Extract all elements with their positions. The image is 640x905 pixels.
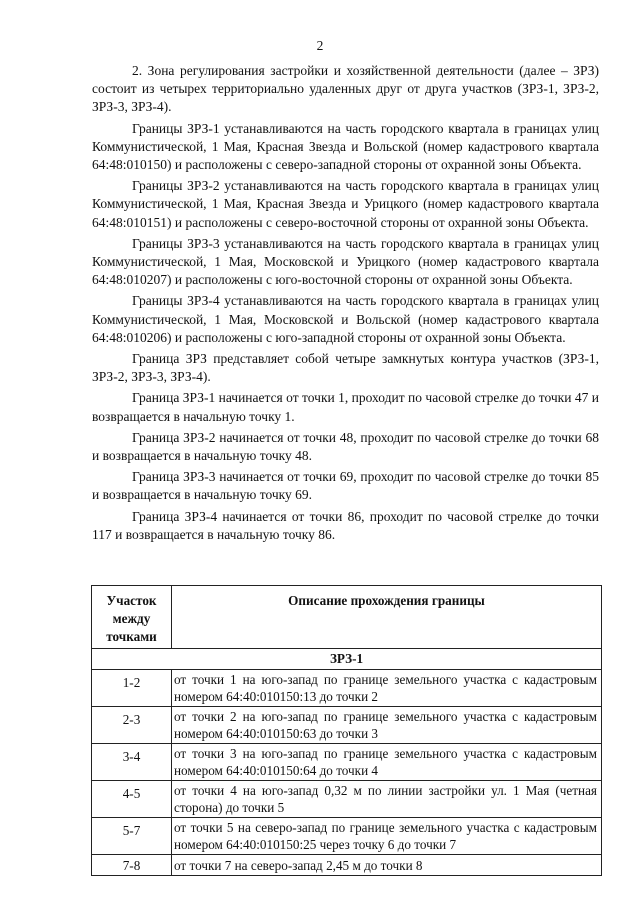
paragraph-zrz-intro: 2. Зона регулирования застройки и хозяйственной деятельности (далее – ЗРЗ) состоит из четырех территориально удаленных друг от друга участков (ЗРЗ-1, ЗРЗ-2, ЗРЗ-3, ЗРЗ-4).: [92, 63, 599, 115]
table-section-row: [92, 649, 602, 670]
segment-cell: 2-3: [92, 706, 172, 743]
segment-cell: 5-7: [92, 817, 172, 854]
page-number: 2: [316, 38, 324, 53]
table-row: [92, 743, 602, 780]
segment-cell: 4-5: [92, 780, 172, 817]
section-title: ЗРЗ-1: [92, 649, 602, 670]
paragraph-zrz4-route: Граница ЗРЗ-4 начинается от точки 86, проходит по часовой стрелке до точки 117 и возвращается в начальную точку 86.: [92, 508, 599, 542]
body-text: [92, 62, 599, 547]
paragraph-zrz-contours: Граница ЗРЗ представляет собой четыре замкнутых контура участков (ЗРЗ-1, ЗРЗ-2, ЗРЗ-3, ЗРЗ-4).: [92, 351, 599, 385]
segment-cell: 3-4: [92, 743, 172, 780]
table-row: [92, 817, 602, 854]
boundary-table: [91, 585, 602, 876]
description-cell: от точки 3 на юго-запад по границе земельного участка с кадастровым номером 64:40:010150:64 до точки 4: [172, 743, 602, 780]
paragraph-zrz3-bounds: Границы ЗРЗ-3 устанавливаются на часть городского квартала в границах улиц Коммунистической, 1 Мая, Московской и Урицкого (номер кадастрового квартала 64:48:010207) и расположены с юго-восточной стороны от охранной зоны Объекта.: [92, 235, 599, 288]
table-header-row: [92, 586, 602, 649]
table-row: [92, 780, 602, 817]
header-description: Описание прохождения границы: [172, 586, 602, 649]
table-row: [92, 669, 602, 706]
table-row: [92, 706, 602, 743]
segment-cell: 7-8: [92, 854, 172, 876]
description-cell: от точки 1 на юго-запад по границе земельного участка с кадастровым номером 64:40:010150:13 до точки 2: [172, 669, 602, 706]
segment-cell: 1-2: [92, 669, 172, 706]
description-cell: от точки 2 на юго-запад по границе земельного участка с кадастровым номером 64:40:010150:63 до точки 3: [172, 706, 602, 743]
description-cell: от точки 5 на северо-запад по границе земельного участка с кадастровым номером 64:40:010150:25 через точку 6 до точки 7: [172, 817, 602, 854]
header-segment: Участок между точками: [92, 586, 172, 649]
paragraph-zrz1-bounds: Границы ЗРЗ-1 устанавливаются на часть городского квартала в границах улиц Коммунистической, 1 Мая, Красная Звезда и Вольской (номер кадастрового квартала 64:48:010150) и расположены с северо-западной стороны от охранной зоны Объекта.: [92, 120, 599, 173]
paragraph-zrz2-route: Граница ЗРЗ-2 начинается от точки 48, проходит по часовой стрелке до точки 68 и возвращается в начальную точку 48.: [92, 429, 599, 464]
paragraph-zrz2-bounds: Границы ЗРЗ-2 устанавливаются на часть городского квартала в границах улиц Коммунистической, 1 Мая, Красная Звезда и Урицкого (номер кадастрового квартала 64:48:010151) и расположены с северо-восточной стороны от охранной зоны Объекта.: [92, 178, 599, 230]
description-cell: от точки 4 на юго-запад 0,32 м по линии застройки ул. 1 Мая (четная сторона) до точки 5: [172, 780, 602, 817]
description-cell: от точки 7 на северо-запад 2,45 м до точки 8: [172, 854, 602, 876]
table-row: [92, 854, 602, 876]
paragraph-zrz3-route: Граница ЗРЗ-3 начинается от точки 69, проходит по часовой стрелке до точки 85 и возвращается в начальную точку 69.: [92, 469, 599, 503]
paragraph-zrz4-bounds: Границы ЗРЗ-4 устанавливаются на часть городского квартала в границах улиц Коммунистической, 1 Мая, Московской и Вольской (номер кадастрового квартала 64:48:010206) и расположены с юго-западной стороны от охранной зоны Объекта.: [92, 293, 599, 345]
paragraph-zrz1-route: Граница ЗРЗ-1 начинается от точки 1, проходит по часовой стрелке до точки 47 и возвращается в начальную точку 1.: [92, 390, 599, 424]
